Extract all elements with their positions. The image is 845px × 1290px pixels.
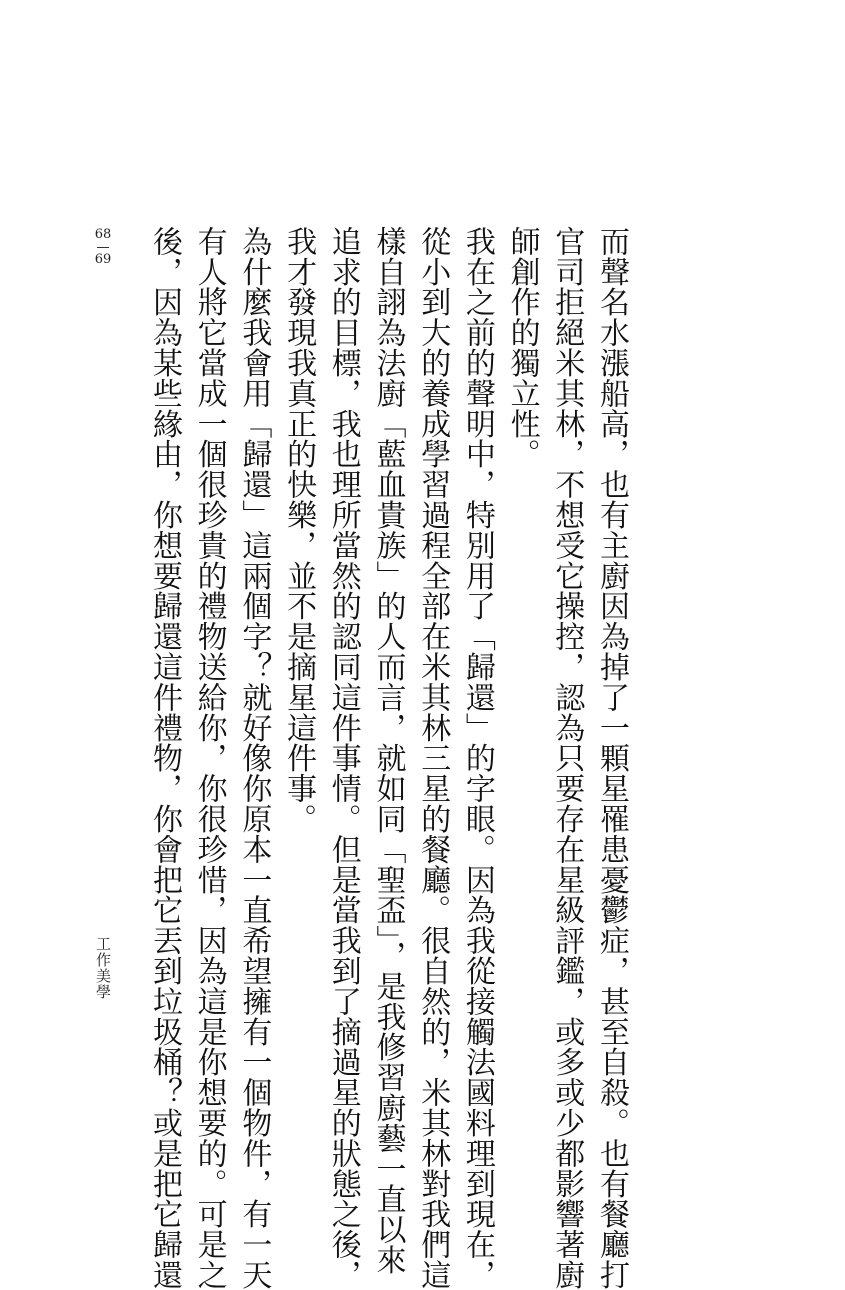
page-number-right: 69: [94, 252, 112, 267]
body-text: [141, 226, 633, 1290]
text-line: 為什麼我會用「歸還」這兩個字？就好像你原本一直希望擁有一個物件，有一天: [236, 226, 272, 1290]
running-title: 工作美學: [94, 936, 112, 1000]
text-line: 有人將它當成一個很珍貴的禮物送給你，你很珍惜，因為這是你想要的。可是之: [191, 226, 227, 1290]
text-line: 我在之前的聲明中，特別用了「歸還」的字眼。因為我從接觸法國料理到現在，: [459, 226, 495, 1290]
text-line: 後，因為某些緣由，你想要歸還這件禮物，你會把它丟到垃圾桶？或是把它歸還: [146, 226, 182, 1290]
paragraph-3: [141, 226, 275, 1290]
page-number-left: 68: [94, 227, 112, 242]
text-line: 我才發現我真正的快樂，並不是摘星這件事。: [281, 226, 317, 834]
text-line: 從小到大的養成學習過程全部在米其林三星的餐廳。很自然的，米其林對我們這: [415, 226, 451, 1290]
paragraph-1: [499, 226, 633, 1290]
text-line: 官司拒絕米其林，不想受它操控，認為只要存在星級評鑑，或多或少都影響著廚: [549, 226, 585, 1290]
page-number: [88, 228, 118, 267]
text-line: 樣自詡為法廚「藍血貴族」的人而言，就如同「聖盃」，是我修習廚藝一直以來: [370, 226, 406, 1275]
text-line: 師創作的獨立性。: [504, 226, 540, 470]
paragraph-2: [275, 226, 499, 1290]
page-number-separator: [97, 247, 109, 248]
text-line: 而聲名水漲船高，也有主廚因為掉了一顆星罹患憂鬱症，甚至自殺。也有餐廳打: [594, 226, 629, 1290]
text-line: 追求的目標，我也理所當然的認同這件事情。但是當我到了摘過星的狀態之後，: [325, 226, 361, 1290]
